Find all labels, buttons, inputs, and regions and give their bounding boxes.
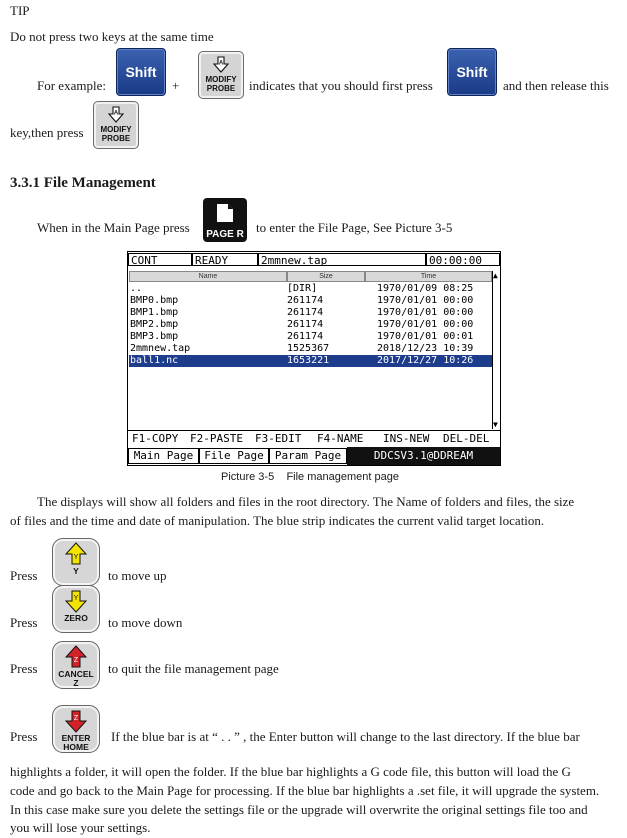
shift-key-label-2: Shift <box>456 64 488 80</box>
file-name: BMP0.bmp <box>130 295 179 306</box>
cancel-key-label: CANCEL <box>58 669 94 679</box>
file-row[interactable] <box>129 295 492 307</box>
enter-key-label: ENTER <box>61 733 91 743</box>
body-paragraph-line1: The displays will show all folders and files in the root directory. The Name of folders and files, the size <box>37 494 575 509</box>
modify-key-label-2: MODIFY <box>100 125 132 134</box>
status-time: 00:00:00 <box>426 253 500 266</box>
file-time: 1970/01/01 00:01 <box>377 331 474 342</box>
column-header-name: Name <box>129 271 287 282</box>
modify-key-glyph-2: A <box>113 110 119 117</box>
enter-desc-line2: highlights a folder, it will open the folder. If the blue bar highlights a G code file, this button will load the G <box>10 764 571 779</box>
example-label: For example: <box>37 78 106 93</box>
file-size: 261174 <box>287 295 324 306</box>
file-size: [DIR] <box>287 283 318 294</box>
modify-key-label: MODIFY <box>205 75 237 84</box>
y-key-icon <box>52 538 100 586</box>
file-size: 261174 <box>287 307 324 318</box>
press-label-2: Press <box>10 615 38 630</box>
enter-desc-line4: In this case make sure you delete the settings file or the upgrade will overwrite the original settings file too and <box>10 802 588 817</box>
fkey-paste[interactable]: F2-PASTE <box>190 432 243 445</box>
cancel-key-glyph: Z <box>73 657 79 664</box>
plus-sign: + <box>172 78 180 93</box>
function-key-bar <box>128 430 500 447</box>
page-r-key-label: PAGE R <box>206 229 244 240</box>
status-state: READY <box>192 253 258 266</box>
enter-key-glyph: Z <box>73 715 79 722</box>
column-header-time: Time <box>365 271 492 282</box>
file-size: 1525367 <box>287 343 330 354</box>
y-key-label: Y <box>73 566 79 576</box>
press-label-1: Press <box>10 568 38 583</box>
column-header-size: Size <box>287 271 365 282</box>
tab-param-page[interactable]: Param Page <box>269 448 347 464</box>
shift-key-label: Shift <box>125 64 157 80</box>
file-row[interactable] <box>129 307 492 319</box>
file-name: .. <box>130 283 143 294</box>
enter-desc-line3: code and go back to the Main Page for processing. If the blue bar highlights a .set file, it will upgrade the system. <box>10 783 600 798</box>
cancel-key-sublabel: Z <box>73 678 79 688</box>
shift-key-icon-2 <box>447 48 497 96</box>
fkey-edit[interactable]: F3-EDIT <box>255 432 302 445</box>
file-management-screen <box>127 251 501 466</box>
zero-key-glyph: Y <box>73 595 79 602</box>
file-time: 1970/01/01 00:00 <box>377 307 474 318</box>
caption-text: File management page <box>286 471 399 483</box>
intro-text-before: When in the Main Page press <box>37 220 190 235</box>
move-up-text: to move up <box>108 568 167 583</box>
file-size: 1653221 <box>287 355 330 366</box>
file-row-selected[interactable] <box>129 355 492 367</box>
intro-text-after: to enter the File Page, See Picture 3-5 <box>256 220 453 235</box>
file-size: 261174 <box>287 331 324 342</box>
enter-desc-line5: you will lose your settings. <box>10 820 151 835</box>
press-label-3: Press <box>10 661 38 676</box>
key-then-press-text: key,then press <box>10 125 84 140</box>
tab-main-page[interactable]: Main Page <box>128 448 199 464</box>
scroll-up-icon[interactable]: ▲ <box>493 271 498 280</box>
file-time: 2018/12/23 10:39 <box>377 343 474 354</box>
file-name: ball1.nc <box>130 355 179 366</box>
status-mode: CONT <box>128 253 192 266</box>
caption-number: Picture 3-5 <box>221 471 275 483</box>
file-name: 2mmnew.tap <box>130 343 191 354</box>
file-time: 1970/01/09 08:25 <box>377 283 474 294</box>
home-key-label: HOME <box>63 742 89 752</box>
modify-probe-key-icon-2 <box>93 101 139 149</box>
indicates-text: indicates that you should first press <box>249 78 433 93</box>
shift-key-icon <box>116 48 166 96</box>
page-icon <box>216 203 234 223</box>
enter-desc-line1: If the blue bar is at “ . . ” , the Enter button will change to the last directory. If the blue bar <box>111 729 580 744</box>
cancel-key-icon <box>52 641 100 689</box>
status-bar <box>128 252 500 268</box>
modify-key-glyph: A <box>218 60 224 67</box>
move-down-text: to move down <box>108 615 183 630</box>
file-time: 1970/01/01 00:00 <box>377 319 474 330</box>
quit-text: to quit the file management page <box>108 661 279 676</box>
section-title: 3.3.1 File Management <box>10 175 156 191</box>
body-paragraph-line2: of files and the time and date of manipulation. The blue strip indicates the current valid target location. <box>10 513 545 528</box>
file-row[interactable] <box>129 331 492 343</box>
probe-key-label: PROBE <box>206 84 236 93</box>
scrollbar[interactable] <box>492 271 501 429</box>
page-tab-bar <box>128 447 500 465</box>
figure-caption <box>221 471 399 483</box>
tab-file-page[interactable]: File Page <box>199 448 269 464</box>
y-key-glyph: Y <box>73 554 79 561</box>
down-arrow-icon <box>65 589 87 613</box>
cancel-up-arrow-icon <box>65 645 87 669</box>
probe-key-label-2: PROBE <box>101 134 131 143</box>
enter-down-arrow-icon <box>65 709 87 733</box>
brand-label: DDCSV3.1@DDREAM <box>347 447 500 465</box>
press-label-4: Press <box>10 729 38 744</box>
then-release-text: and then release this <box>503 78 609 93</box>
tip-heading: TIP <box>10 3 30 18</box>
file-row[interactable] <box>129 283 492 295</box>
file-name: BMP3.bmp <box>130 331 179 342</box>
file-time: 2017/12/27 10:26 <box>377 355 474 366</box>
page-r-key-icon <box>203 198 247 242</box>
fkey-del[interactable]: DEL-DEL <box>443 432 490 445</box>
zero-key-label: ZERO <box>64 613 88 623</box>
fkey-name[interactable]: F4-NAME <box>317 432 364 445</box>
fkey-new[interactable]: INS-NEW <box>383 432 430 445</box>
scroll-down-icon[interactable]: ▼ <box>493 420 498 429</box>
file-size: 261174 <box>287 319 324 330</box>
fkey-copy[interactable]: F1-COPY <box>132 432 179 445</box>
zero-key-icon <box>52 585 100 633</box>
modify-arrow-icon-2 <box>107 106 125 124</box>
modify-probe-key-icon <box>198 51 244 99</box>
file-name: BMP2.bmp <box>130 319 179 330</box>
file-row[interactable] <box>129 319 492 331</box>
file-name: BMP1.bmp <box>130 307 179 318</box>
file-row[interactable] <box>129 343 492 355</box>
modify-arrow-icon <box>212 56 230 74</box>
up-arrow-icon <box>65 542 87 566</box>
tip-text: Do not press two keys at the same time <box>10 29 214 44</box>
status-file: 2mmnew.tap <box>258 253 426 266</box>
file-time: 1970/01/01 00:00 <box>377 295 474 306</box>
enter-key-icon <box>52 705 100 753</box>
